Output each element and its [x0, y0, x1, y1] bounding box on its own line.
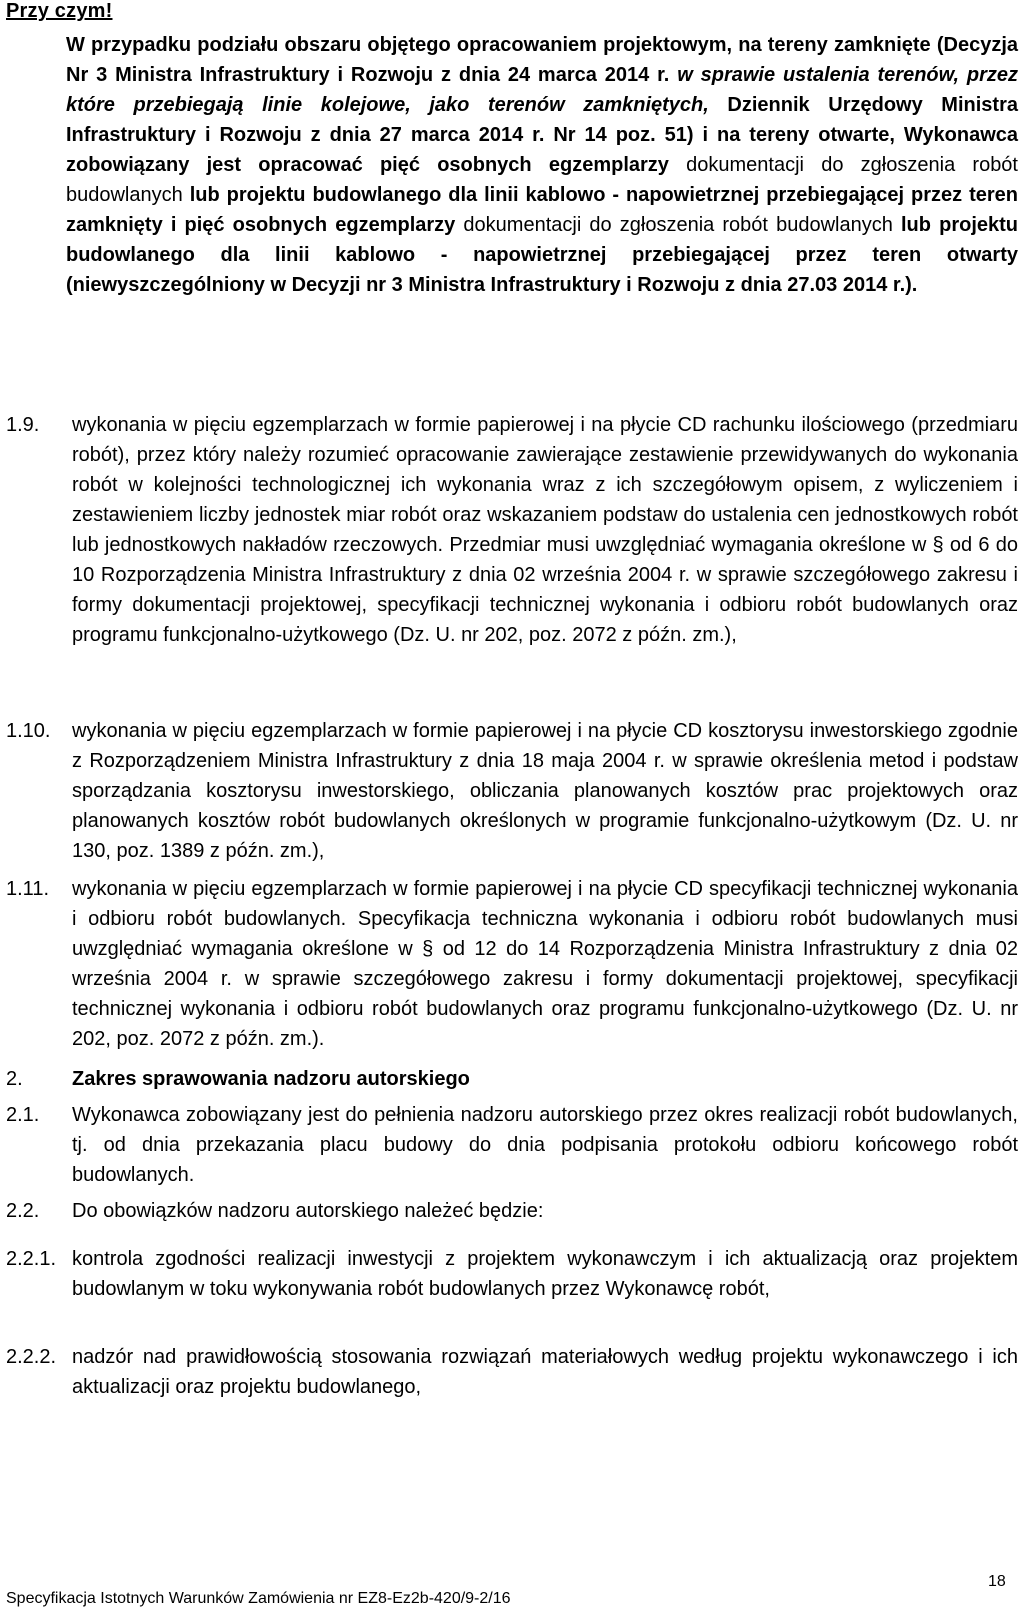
intro-paragraph: [66, 30, 1018, 300]
item-number: 1.10.: [6, 720, 51, 742]
section-title: Zakres sprawowania nadzoru autorskiego: [72, 1068, 470, 1090]
intro-text-2: w sprawie ustalenia terenów, przez które przebiegają linie kolejowe, jako terenów zamkniętych,: [66, 64, 1019, 116]
item-number: 1.11.: [6, 878, 49, 900]
page-footer: Specyfikacja Istotnych Warunków Zamówienia nr EZ8-Ez2b-420/9-2/16: [6, 1590, 511, 1607]
intro-text-1: W przypadku podziału obszaru objętego opracowaniem projektowym, na tereny zamknięte (Decyzja Nr 3 Ministra Infrastruktury i Rozwoju z dnia 24 marca 2014 r.: [66, 34, 1018, 86]
item-number: 2.2.: [6, 1200, 40, 1222]
item-text: wykonania w pięciu egzemplarzach w formie papierowej i na płycie CD specyfikacji technicznej wykonania i odbioru robót budowlanych. Specyfikacja techniczna wykonania i odbioru robót budowlanych musi uwzględniać wymagania określone w § od 12 do 14 Rozporządzenia Ministra Infrastruktury z dnia 02 września 2004 r. w sprawie szczegółowego zakresu i formy dokumentacji projektowej, specyfikacji technicznej wykonania i odbioru robót budowlanych oraz programu funkcjonalno-użytkowego (Dz. U. nr 202, poz. 2072 z późn. zm.).: [72, 878, 1018, 1050]
section-number: 2.: [6, 1068, 23, 1090]
item-text: Wykonawca zobowiązany jest do pełnienia nadzoru autorskiego przez okres realizacji robót budowlanych, tj. od dnia przekazania placu budowy do dnia podpisania protokołu odbioru końcowego robót budowlanych.: [72, 1104, 1018, 1186]
intro-text-8: lub projektu budowlanego dla linii kablowo - napowietrznej przebiegającej przez teren otwarty (niewyszczególniony w Decyzji nr 3 Ministra Infrastruktury i Rozwoju z dnia 27.03 2014 r.).: [66, 214, 1018, 296]
item-number: 2.1.: [6, 1104, 40, 1126]
item-text: kontrola zgodności realizacji inwestycji z projektem wykonawczym i ich aktualizacją oraz projektem budowlanym w toku wykonywania robót budowlanych przez Wykonawcę robót,: [72, 1248, 1018, 1300]
intro-text-5: dokumentacji do zgłoszenia robót budowlanych: [66, 154, 1018, 206]
item-text: wykonania w pięciu egzemplarzach w formie papierowej i na płycie CD kosztorysu inwestorskiego zgodnie z Rozporządzeniem Ministra Infrastruktury z dnia 18 maja 2004 r. w sprawie określenia metod i podstaw sporządzania kosztorysu inwestorskiego, obliczania planowanych kosztów prac projektowych oraz planowanych kosztów robót budowlanych określonych w programie funkcjonalno-użytkowym (Dz. U. nr 130, poz. 1389 z późn. zm.),: [72, 720, 1018, 862]
item-number: 2.2.1.: [6, 1248, 57, 1270]
item-text: Do obowiązków nadzoru autorskiego należeć będzie:: [72, 1200, 544, 1222]
item-number: 2.2.2.: [6, 1346, 57, 1368]
item-number: 1.9.: [6, 414, 40, 436]
heading-przy-czym: Przy czym!: [6, 0, 113, 22]
item-text: nadzór nad prawidłowością stosowania rozwiązań materiałowych według projektu wykonawczego i ich aktualizacji oraz projektu budowlanego,: [72, 1346, 1018, 1398]
intro-text-6: lub projektu budowlanego dla linii kablowo - napowietrznej przebiegającej przez teren zamknięty i pięć osobnych egzemplarzy: [66, 184, 1018, 236]
intro-text-4: 51) i na tereny otwarte, Wykonawca zobowiązany jest opracować pięć osobnych egzemplarzy: [66, 124, 1019, 176]
page-number: 18: [988, 1573, 1006, 1590]
intro-text-7: dokumentacji do zgłoszenia robót budowlanych: [463, 214, 893, 236]
item-text: wykonania w pięciu egzemplarzach w formie papierowej i na płycie CD rachunku ilościowego (przedmiaru robót), przez który należy rozumieć opracowanie zawierające zestawienie przewidywanych do wykonania robót w kolejności technologicznej ich wykonania wraz z ich szczegółowym opisem, z wyliczeniem i zestawieniem liczby jednostek miar robót oraz wskazaniem podstaw do ustalenia cen jednostkowych robót lub jednostkowych nakładów rzeczowych. Przedmiar musi uwzględniać wymagania określone w § od 6 do 10 Rozporządzenia Ministra Infrastruktury z dnia 02 września 2004 r. w sprawie szczegółowego zakresu i formy dokumentacji projektowej, specyfikacji technicznej wykonania i odbioru robót budowlanych oraz programu funkcjonalno-użytkowego (Dz. U. nr 202, poz. 2072 z późn. zm.),: [72, 414, 1018, 646]
intro-text-3: Dziennik Urzędowy Ministra Infrastruktury i Rozwoju z dnia 27 marca 2014 r. Nr 14 poz.: [66, 94, 1018, 146]
